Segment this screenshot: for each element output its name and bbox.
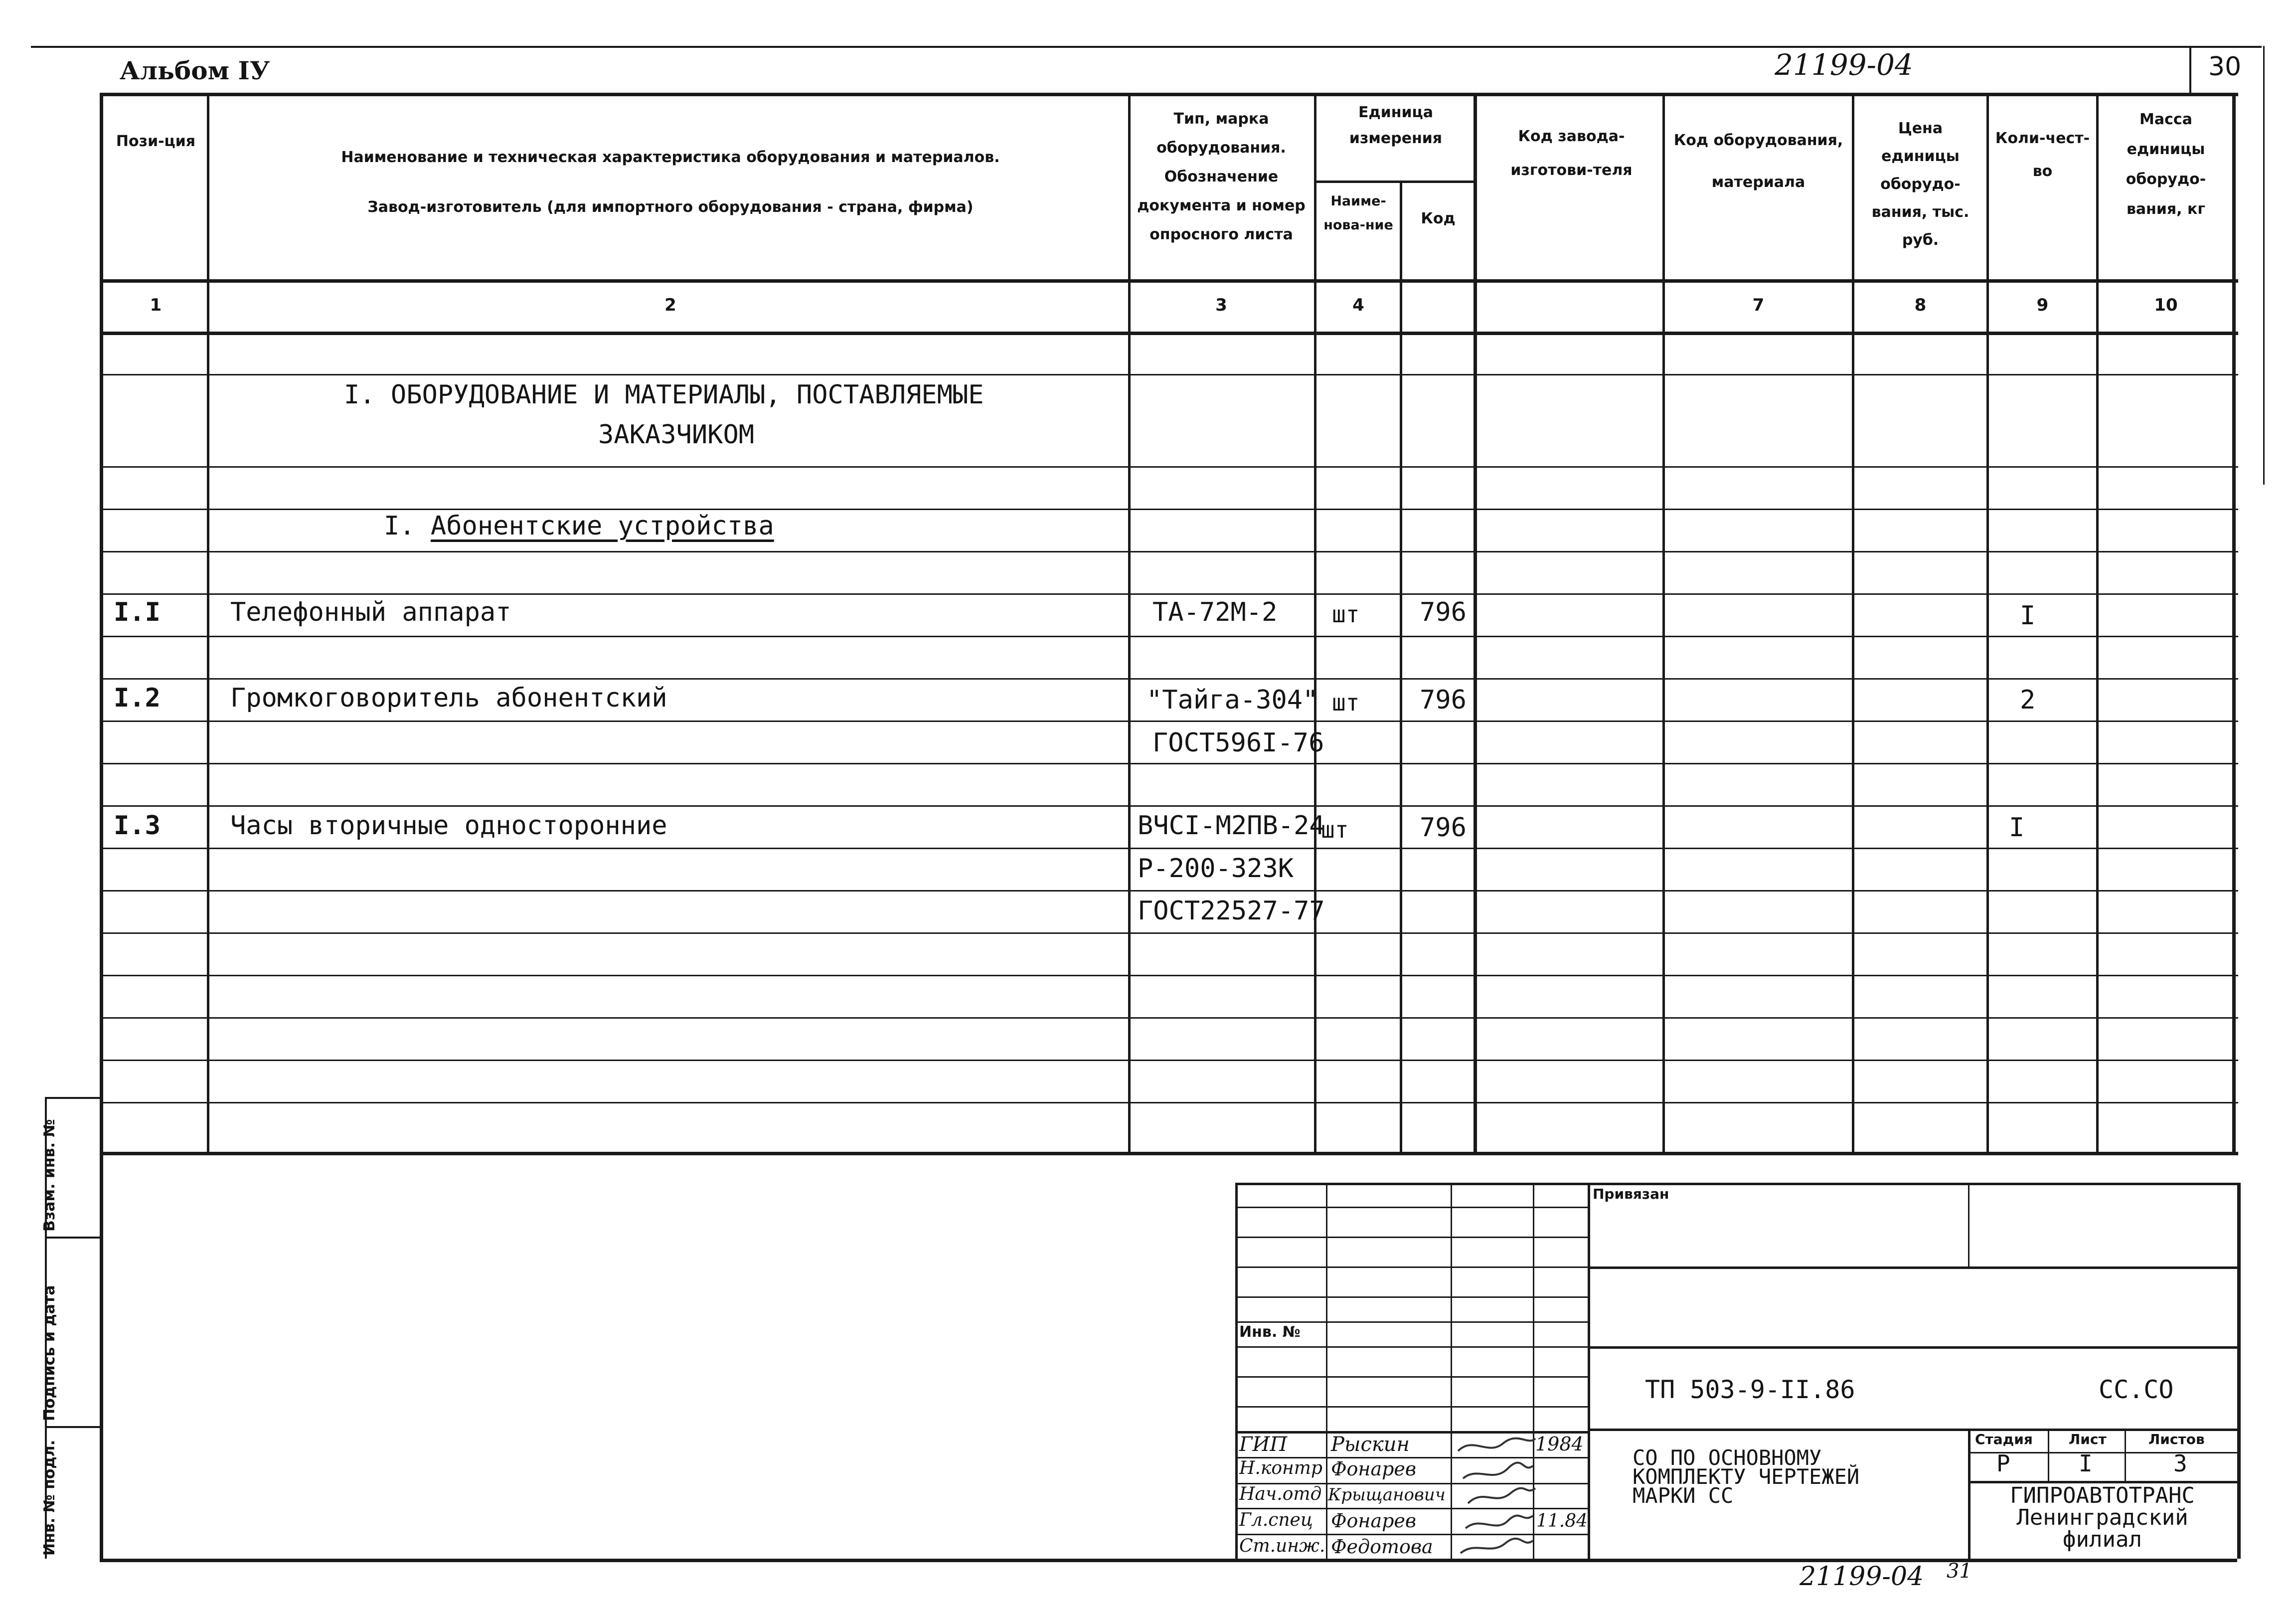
row-rule — [100, 848, 2238, 849]
organization — [1971, 1485, 2233, 1551]
organization-line: филиал — [2063, 1527, 2142, 1552]
document-title-line: КОМПЛЕКТУ ЧЕРТЕЖЕЙ — [1633, 1464, 1860, 1489]
item-name: Часы вторичные односторонние — [230, 811, 667, 841]
item-unit-code: 796 — [1420, 685, 1467, 715]
document-title-line: МАРКИ СС — [1633, 1483, 1734, 1508]
tb-rule — [1588, 1346, 2237, 1349]
col-header-manufacturer-code: Код завода-изготови-теля — [1510, 128, 1633, 179]
sheet-value: I — [2079, 1450, 2093, 1477]
col-rule — [1986, 93, 1989, 1152]
tb-rule — [1235, 1266, 1588, 1268]
album-label: Альбом IУ — [120, 56, 270, 85]
item-position: I.3 — [114, 811, 161, 841]
role-label: Нач.отд — [1239, 1484, 1322, 1504]
page-number-divider — [2189, 46, 2191, 96]
frame-left-border — [100, 93, 103, 1559]
row-rule — [100, 763, 2238, 764]
tb-rule — [1235, 1183, 2237, 1185]
table-top-border — [100, 93, 2238, 96]
item-type-document: Р-200-323К — [1138, 854, 1294, 884]
footer-note: 31 — [1947, 1560, 1972, 1583]
col-number: 2 — [664, 295, 676, 315]
stage-value: Р — [1996, 1450, 2010, 1477]
tb-rule — [1588, 1183, 1590, 1559]
tb-rule — [1235, 1406, 1588, 1408]
role-label: Н.контр — [1239, 1458, 1322, 1478]
side-label-replace-inv: Взам. инв. № — [41, 1119, 58, 1232]
col-rule — [1400, 180, 1402, 1152]
doc-code: 21199-04 — [1775, 48, 1913, 82]
top-rule — [31, 46, 2262, 48]
col-rule — [1314, 93, 1316, 1152]
date-text: 11.84 — [1536, 1511, 1588, 1531]
row-rule — [100, 890, 2238, 892]
item-unit-code: 796 — [1420, 813, 1467, 843]
tb-rule — [1451, 1183, 1452, 1559]
tb-rule — [1235, 1296, 1588, 1298]
item-quantity: I — [2009, 813, 2025, 843]
tb-rule — [1588, 1429, 2237, 1431]
tb-rule — [1968, 1183, 1969, 1266]
tb-rule — [1326, 1183, 1327, 1559]
document-title-line: СО ПО ОСНОВНОМУ — [1633, 1445, 1822, 1470]
signature-stroke — [1466, 1516, 1533, 1528]
role-label: ГИП — [1239, 1433, 1288, 1456]
col-number: 10 — [2154, 295, 2178, 315]
side-label-inv-orig: Инв. № подл. — [41, 1439, 58, 1556]
strip-rule — [45, 1426, 100, 1428]
col-rule — [207, 93, 209, 1152]
tb-rule — [1968, 1429, 1970, 1559]
tb-right-border — [2237, 1183, 2241, 1559]
col-header-equipment-code: Код оборудования, материала — [1673, 132, 1843, 191]
col-header-type: Тип, марка оборудования. Обозначение документа и номер опросного листа — [1137, 110, 1306, 243]
person-name: Федотова — [1331, 1536, 1433, 1558]
tb-rule — [1235, 1207, 1588, 1208]
tb-rule — [1235, 1183, 1238, 1559]
person-name: Крыщанович — [1328, 1485, 1446, 1505]
item-type: ВЧСI-М2ПВ-24 — [1138, 811, 1325, 841]
organization-line: ГИПРОАВТОТРАНС — [2010, 1483, 2195, 1508]
item-type: "Тайга-304" — [1147, 685, 1318, 715]
table-right-border — [2232, 93, 2236, 1152]
col-number: 7 — [1752, 295, 1765, 315]
strip-rule — [45, 1097, 100, 1099]
col-header-name-line1: Наименование и техническая характеристика оборудования и материалов. — [341, 149, 1000, 166]
table-bottom-border — [100, 1152, 2238, 1155]
col-rule — [2096, 93, 2099, 1152]
tb-rule — [1235, 1376, 1588, 1378]
col-number: 3 — [1215, 295, 1227, 315]
person-name: Рыскин — [1331, 1433, 1410, 1456]
row-rule — [100, 509, 2238, 510]
row-rule — [100, 1017, 2238, 1019]
project-code: ТП 503-9-II.86 — [1645, 1375, 1855, 1404]
col-header-unit: Единица измерения — [1349, 104, 1443, 147]
col-rule — [1662, 93, 1665, 1152]
tb-rule — [1235, 1346, 1588, 1348]
row-rule — [100, 1060, 2238, 1061]
col-header-unit-mass: Масса единицы оборудо-вания, кг — [2126, 111, 2206, 218]
col-number: 1 — [150, 295, 162, 315]
col-header-name-line2: Завод-изготовитель (для импортного оборудования - страна, фирма) — [367, 198, 974, 216]
sheet-label: Лист — [2069, 1431, 2107, 1447]
row-rule — [100, 678, 2238, 680]
item-position: I.I — [114, 597, 161, 627]
section-heading: I. ОБОРУДОВАНИЕ И МАТЕРИАЛЫ, ПОСТАВЛЯЕМЫЕ — [344, 380, 984, 410]
row-rule — [100, 374, 2238, 375]
stage-label: Стадия — [1975, 1431, 2033, 1447]
col-header-unit-code: Код — [1421, 210, 1456, 227]
tb-rule — [2125, 1429, 2126, 1481]
col-number: 4 — [1352, 295, 1364, 315]
person-name: Фонарев — [1331, 1510, 1417, 1532]
col-number: 9 — [2036, 295, 2049, 315]
col-rule — [1474, 93, 1477, 1152]
signature-stroke — [1468, 1488, 1535, 1503]
person-name: Фонарев — [1331, 1458, 1417, 1480]
row-rule — [100, 466, 2238, 468]
page-number: 30 — [2208, 52, 2242, 82]
item-position: I.2 — [114, 683, 161, 713]
footer-code: 21199-04 — [1800, 1562, 1924, 1592]
item-name: Телефонный аппарат — [230, 597, 511, 627]
item-unit: шт — [1332, 601, 1360, 628]
sheets-label: Листов — [2148, 1431, 2205, 1447]
item-name: Громкоговоритель абонентский — [230, 683, 667, 713]
role-label: Гл.спец — [1239, 1510, 1313, 1530]
side-label-sign-date: Подпись и дата — [41, 1285, 58, 1421]
item-unit-code: 796 — [1420, 597, 1467, 627]
item-quantity: 2 — [2020, 685, 2036, 715]
document-mark: СС.СО — [2099, 1375, 2174, 1404]
strip-rule — [45, 1237, 100, 1239]
row-rule — [100, 636, 2238, 637]
item-type: ТА-72М-2 — [1152, 597, 1278, 627]
col-header-unit-name: Наиме-нова-ние — [1323, 193, 1393, 233]
tb-rule — [1235, 1237, 1588, 1238]
item-type-standard: ГОСТ22527-77 — [1138, 896, 1325, 926]
signature-stroke — [1461, 1539, 1533, 1553]
tb-rule — [2048, 1429, 2049, 1481]
sheets-value: 3 — [2173, 1450, 2187, 1477]
signature-stroke — [1463, 1463, 1533, 1478]
col-rule — [1852, 93, 1854, 1152]
subsection-title: Абонентские устройства — [430, 511, 774, 541]
item-unit: шт — [1321, 816, 1349, 843]
col-header-quantity: Коли-чест-во — [1995, 130, 2090, 180]
row-rule — [100, 932, 2238, 934]
item-unit: шт — [1332, 689, 1360, 716]
section-heading-cont: ЗАКАЗЧИКОМ — [598, 420, 755, 450]
subsection-heading: I. Абонентские устройства — [384, 511, 774, 541]
row-rule — [100, 551, 2238, 552]
row-rule — [100, 720, 2238, 722]
role-label: Ст.инж. — [1239, 1536, 1325, 1556]
signature-stroke — [1458, 1439, 1535, 1451]
tb-rule — [1588, 1266, 2237, 1269]
col-number: 8 — [1914, 295, 1927, 315]
date-text: 1984 — [1535, 1433, 1584, 1455]
row-rule — [100, 593, 2238, 595]
col-rule — [1128, 93, 1131, 1152]
header-bottom-border — [100, 279, 2238, 283]
tb-rule — [1235, 1321, 1588, 1323]
item-quantity: I — [2020, 601, 2036, 631]
organization-line: Ленинградский — [2016, 1505, 2188, 1530]
unit-subheader-rule — [1314, 180, 1474, 183]
item-type-standard: ГОСТ596I-76 — [1152, 728, 1324, 758]
document-title — [1633, 1445, 1860, 1508]
col-header-unit-price: Цена единицы оборудо-вания, тыс. руб. — [1871, 120, 1969, 249]
signatures — [1453, 1431, 1538, 1559]
row-rule — [100, 1102, 2238, 1103]
privyazan-label: Привязан — [1593, 1186, 1669, 1202]
numbers-bottom-border — [100, 332, 2238, 335]
row-rule — [100, 975, 2238, 976]
inv-number-label: Инв. № — [1239, 1323, 1301, 1341]
row-rule — [100, 805, 2238, 807]
right-margin-rule — [2263, 46, 2265, 485]
col-header-position: Пози-ция — [116, 133, 196, 150]
